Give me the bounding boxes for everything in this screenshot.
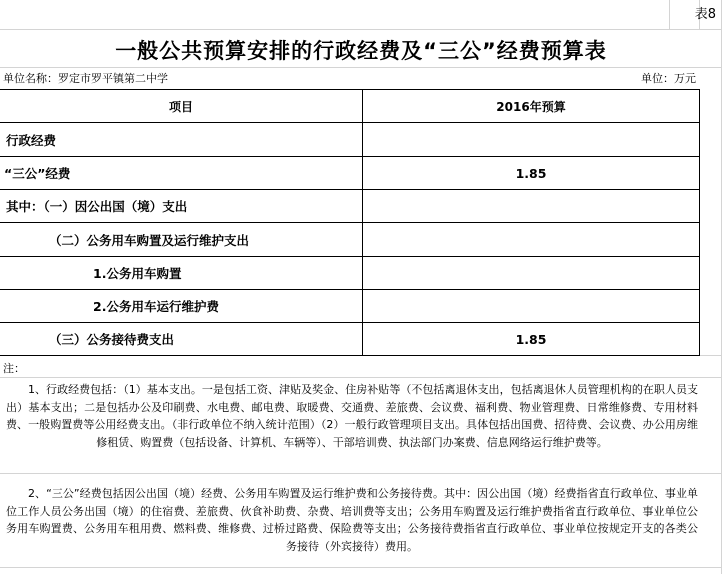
- row-value-reception: 1.85: [515, 331, 547, 347]
- row-label-admin: 行政经费: [6, 132, 57, 148]
- row-value-overseas: [363, 190, 699, 222]
- grid-line: [0, 67, 722, 68]
- table-border: [0, 355, 700, 356]
- row-label-three-public: “三公”经费: [4, 166, 71, 181]
- row-label-vehicle: （二）公务用车购置及运行维护支出: [49, 232, 250, 248]
- note-paragraph-2: 2、“三公”经费包括因公出国（境）经费、公务用车购置及运行维护费和公务接待费。其中：因公出国（境）经费指省直行政单位、事业单位工作人员公务出国（境）的住宿费、差旅费、伙食补助费、杂费、培训费等支出；公务用车购置及运行维护费指省直行政单位、事业单位公务用车购置费、公务用车租用费、燃料费、维修费、过桥过路费、保险费等支出；公务接待费指省直行政单位、事业单位按规定开支的各类公务接待（外宾接待）费用。: [6, 487, 698, 553]
- grid-line: [0, 29, 722, 30]
- grid-line: [669, 0, 670, 29]
- header-budget: 2016年预算: [496, 99, 566, 114]
- row-value-vehicle-maintenance: [363, 290, 699, 322]
- notes-label: 注：: [3, 362, 25, 375]
- row-label-reception: （三）公务接待费支出: [49, 332, 175, 347]
- note-paragraph-1: 1、行政经费包括：（1）基本支出。一是包括工资、津贴及奖金、住房补贴等（不包括离退休支出，包括离退休人员管理机构的在职人员支出）基本支出；二是包括办公及印刷费、水电费、邮电费、取暖费、交通费、差旅费、会议费、福利费、物业管理费、日常维修费、专用材料费、一般购置费等公用经费支出。（非行政单位不纳入统计范围）（2）一般行政管理项目支出。具体包括出国费、招待费、会议费、办公用房维修租赁、购置费（包括设备、计算机、车辆等）、干部培训费、执法部门办案费、信息网络运行维护费等。: [6, 383, 698, 449]
- row-value-vehicle-purchase: [363, 257, 699, 289]
- unit-label: 单位：万元: [641, 72, 696, 85]
- header-item: 项目: [168, 99, 193, 114]
- table-border: [699, 89, 700, 356]
- row-value-vehicle: [363, 223, 699, 256]
- grid-line: [0, 377, 722, 378]
- page-title: 一般公共预算安排的行政经费及“三公”经费预算表: [115, 39, 607, 63]
- row-label-vehicle-maintenance: 2.公务用车运行维护费: [93, 299, 219, 314]
- grid-line: [0, 567, 722, 568]
- row-label-overseas: 其中：（一）因公出国（境）支出: [6, 199, 188, 214]
- row-value-admin: [363, 123, 699, 156]
- row-label-vehicle-purchase: 1.公务用车购置: [93, 266, 182, 281]
- unit-name-label: 单位名称：罗定市罗平镇第二中学: [3, 72, 168, 85]
- row-value-three-public: 1.85: [515, 165, 547, 181]
- table-number: 表8: [694, 7, 716, 22]
- grid-line: [0, 473, 722, 474]
